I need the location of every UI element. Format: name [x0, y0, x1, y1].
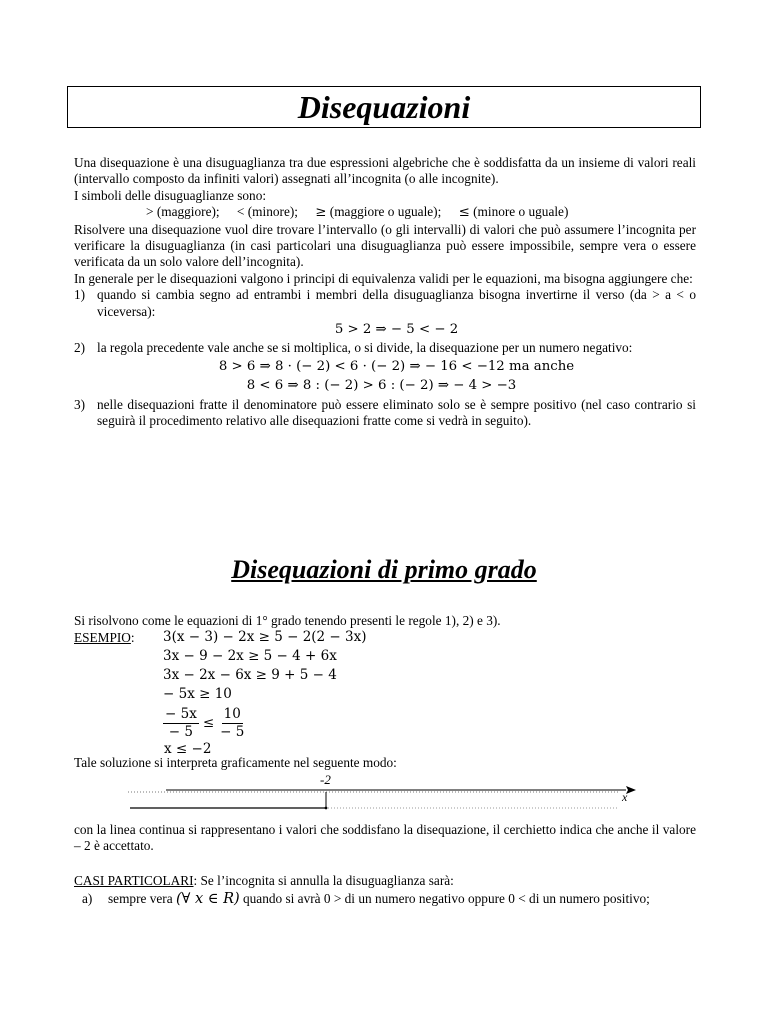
step-4: − 5x ≥ 10: [163, 686, 232, 702]
intro-paragraph-4: In generale per le disequazioni valgono i principi di equivalenza validi per le equazioni, ma bisogna aggiungere che:: [74, 270, 693, 286]
page-title: Disequazioni: [297, 88, 471, 125]
graph-intro: Tale soluzione si interpreta graficamente nel seguente modo:: [74, 755, 397, 770]
number-line-closed-point: [325, 807, 328, 810]
special-cases-heading: [74, 873, 696, 889]
special-cases-label: CASI PARTICOLARI: [74, 873, 194, 888]
step-5-fraction: [163, 705, 367, 741]
symbol-greater: > (maggiore);: [146, 204, 220, 220]
special-case-a-formula: (∀ x ∈ R): [175, 891, 240, 907]
title-box: [67, 86, 701, 128]
rule-3-number: 3): [74, 396, 86, 412]
number-line-arrow: [626, 786, 636, 794]
rule-2-formula-1: 8 > 6 ⇒ 8 · (− 2) < 6 · (− 2) ⇒ − 16 < −12 ma anche: [218, 358, 575, 374]
rule-2-text: la regola precedente vale anche se si moltiplica, o si divide, la disequazione per un numero negativo:: [97, 340, 633, 356]
fraction-left-denominator: − 5: [168, 723, 193, 740]
solution-steps: [163, 629, 367, 760]
rule-1: [74, 287, 696, 338]
symbols-row: [74, 204, 696, 221]
symbol-greater-equal: ≥ (maggiore o uguale);: [315, 204, 442, 221]
special-case-a-suffix: quando si avrà 0 > di un numero negativo oppure 0 < di un numero positivo;: [243, 891, 650, 906]
section-intro: Si risolvono come le equazioni di 1° grado tenendo presenti le regole 1), 2) e 3).: [74, 613, 501, 628]
fraction-right-numerator: 10: [223, 706, 241, 723]
rule-3: [74, 397, 696, 430]
special-case-a-prefix: sempre vera: [108, 891, 173, 906]
rule-1-text: quando si cambia segno ad entrambi i membri della disuguaglianza bisogna invertirne il verso (da > a < o viceversa):: [97, 287, 696, 319]
step-1: 3(x − 3) − 2x ≥ 5 − 2(2 − 3x): [163, 629, 367, 645]
rule-2-formula-2: 8 < 6 ⇒ 8 : (− 2) > 6 : (− 2) ⇒ − 4 > −3: [246, 378, 517, 394]
graph-note: con la linea continua si rappresentano i valori che soddisfano la disequazione, il cerchietto indica che anche il valore – 2 è accettato.: [74, 822, 696, 854]
number-line-axis-label: x: [622, 790, 628, 804]
symbol-less-equal: ≤ (minore o uguale): [458, 204, 569, 221]
rule-1-formula: 5 > 2 ⇒ − 5 < − 2: [334, 322, 459, 338]
symbol-less: < (minore);: [236, 204, 298, 220]
intro-paragraph-2: I simboli delle disuguaglianze sono:: [74, 187, 267, 203]
intro-paragraph-1: Una disequazione è una disuguaglianza tra due espressioni algebriche che è soddisfatta da un insieme di valori reali (intervallo composto da infiniti valori) assegnati all’incognita (o alle incognite).: [74, 155, 696, 187]
special-case-a: [82, 891, 696, 907]
step-3: 3x − 2x − 6x ≥ 9 + 5 − 4: [163, 667, 337, 683]
fraction-relation: ≤: [202, 714, 215, 731]
rule-1-number: 1): [74, 287, 86, 303]
step-6: x ≤ −2: [164, 741, 212, 757]
intro-section: [74, 155, 696, 430]
step-2: 3x − 9 − 2x ≥ 5 − 4 + 6x: [163, 648, 337, 664]
section-title: Disequazioni di primo grado: [231, 555, 537, 584]
special-case-a-number: a): [82, 891, 93, 906]
special-cases-text: : Se l’incognita si annulla la disuguaglianza sarà:: [193, 873, 454, 888]
rule-3-text: nelle disequazioni fratte il denominatore può essere eliminato solo se è sempre positivo (nel caso contrario si seguirà il procedimento relativo alle disequazioni fratte come si vedrà in seguito).: [97, 396, 696, 429]
example-separator: :: [130, 630, 135, 645]
special-case-a-item: [82, 891, 696, 907]
number-line-point-label: -2: [320, 772, 331, 787]
rule-2: [74, 340, 696, 394]
fraction-right: [218, 706, 246, 740]
fraction-right-denominator: − 5: [220, 723, 245, 740]
example-label: ESEMPIO: [74, 630, 131, 645]
rule-2-number: 2): [74, 340, 86, 356]
intro-paragraph-3: Risolvere una disequazione vuol dire trovare l’intervallo (o gli intervalli) di valori che può assumere l’incognita per verificare la disuguaglianza (in casi particolari una disuguaglianza può essere impossibile, sempre vera o essere verificata da un solo valore dell’incognita).: [74, 221, 696, 270]
fraction-left: [163, 706, 199, 740]
number-line-graph: [128, 770, 648, 814]
fraction-left-numerator: − 5x: [165, 706, 197, 723]
